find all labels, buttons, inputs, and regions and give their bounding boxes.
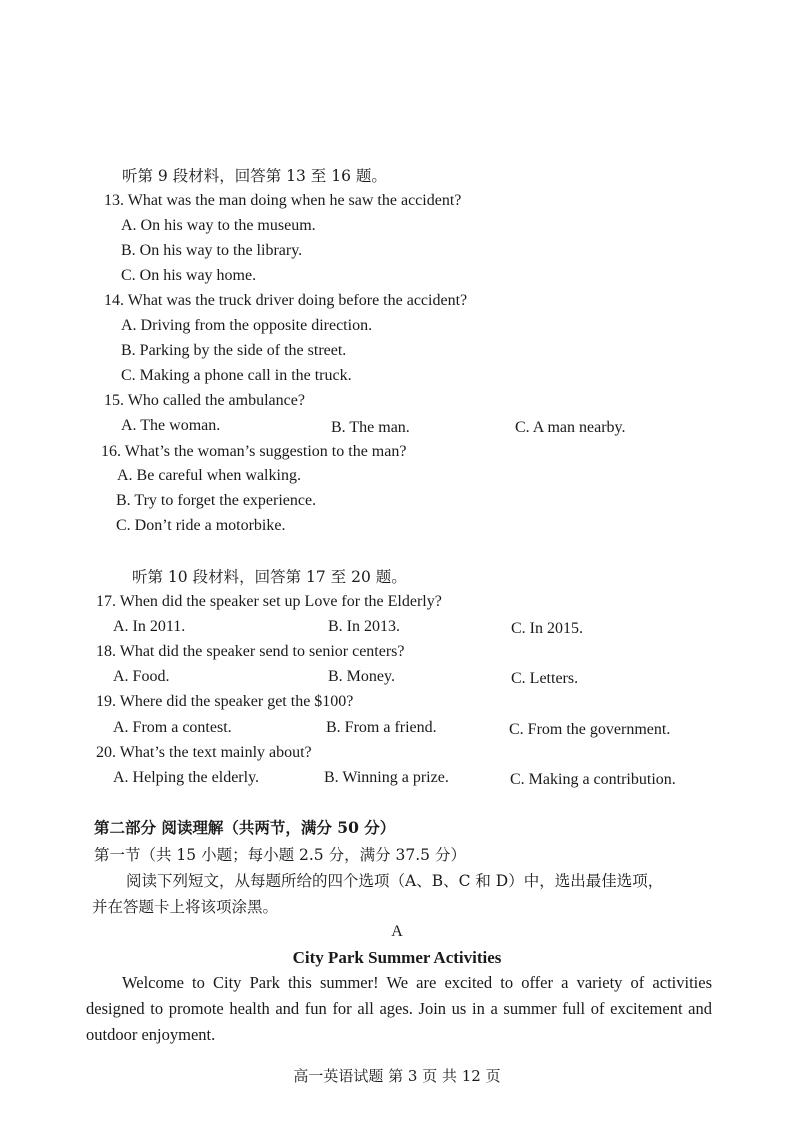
- q18-option-b: B. Money.: [328, 668, 395, 685]
- q18-option-a: A. Food.: [113, 668, 170, 685]
- question-16: 16. What’s the woman’s suggestion to the man?: [101, 443, 407, 460]
- question-13: 13. What was the man doing when he saw the accident?: [104, 192, 462, 209]
- question-15: 15. Who called the ambulance?: [104, 392, 305, 409]
- question-18: 18. What did the speaker send to senior centers?: [96, 643, 405, 660]
- q13-option-c: C. On his way home.: [121, 267, 257, 284]
- q14-option-b: B. Parking by the side of the street.: [121, 342, 347, 359]
- q20-option-c: C. Making a contribution.: [510, 771, 676, 788]
- q16-option-a: A. Be careful when walking.: [117, 467, 301, 484]
- reading-part-title: 第二部分 阅读理解（共两节，满分 50 分）: [94, 818, 396, 837]
- question-19: 19. Where did the speaker get the $100?: [96, 693, 354, 710]
- q18-option-c: C. Letters.: [511, 670, 579, 687]
- q15-option-a: A. The woman.: [121, 417, 221, 434]
- question-14: 14. What was the truck driver doing before the accident?: [104, 292, 468, 309]
- q14-option-c: C. Making a phone call in the truck.: [121, 367, 352, 384]
- q14-option-a: A. Driving from the opposite direction.: [121, 317, 373, 334]
- q19-option-a: A. From a contest.: [113, 719, 232, 736]
- q19-option-b: B. From a friend.: [326, 719, 437, 736]
- passage-title: City Park Summer Activities: [292, 948, 502, 967]
- q16-option-b: B. Try to forget the experience.: [116, 492, 317, 509]
- section-10-instruction: 听第 10 段材料，回答第 17 至 20 题。: [132, 568, 407, 586]
- q15-option-c: C. A man nearby.: [515, 419, 626, 436]
- q17-option-b: B. In 2013.: [328, 618, 400, 635]
- reading-section-title: 第一节（共 15 小题；每小题 2.5 分，满分 37.5 分）: [94, 846, 466, 864]
- reading-instruction-line-2: 并在答题卡上将该项涂黑。: [92, 898, 279, 916]
- q15-option-b: B. The man.: [331, 419, 410, 436]
- passage-letter: A: [391, 923, 403, 940]
- passage-paragraph: Welcome to City Park this summer! We are excited to offer a variety of activities designed to promote health and fun for all ages. Join us in a summer full of excitement and outdoor enjoyment.: [86, 973, 712, 1044]
- q19-option-c: C. From the government.: [509, 721, 671, 738]
- q17-option-c: C. In 2015.: [511, 620, 583, 637]
- q13-option-a: A. On his way to the museum.: [121, 217, 316, 234]
- q13-option-b: B. On his way to the library.: [121, 242, 303, 259]
- question-17: 17. When did the speaker set up Love for the Elderly?: [96, 593, 442, 610]
- question-20: 20. What’s the text mainly about?: [96, 744, 312, 761]
- reading-instruction-line-1: 阅读下列短文，从每题所给的四个选项（A、B、C 和 D）中，选出最佳选项，: [126, 872, 664, 890]
- q17-option-a: A. In 2011.: [113, 618, 186, 635]
- q16-option-c: C. Don’t ride a motorbike.: [116, 517, 286, 534]
- section-9-instruction: 听第 9 段材料，回答第 13 至 16 题。: [122, 167, 387, 185]
- q20-option-a: A. Helping the elderly.: [113, 769, 260, 786]
- page-footer: 高一英语试题 第 3 页 共 12 页: [293, 1067, 501, 1085]
- q20-option-b: B. Winning a prize.: [324, 769, 449, 786]
